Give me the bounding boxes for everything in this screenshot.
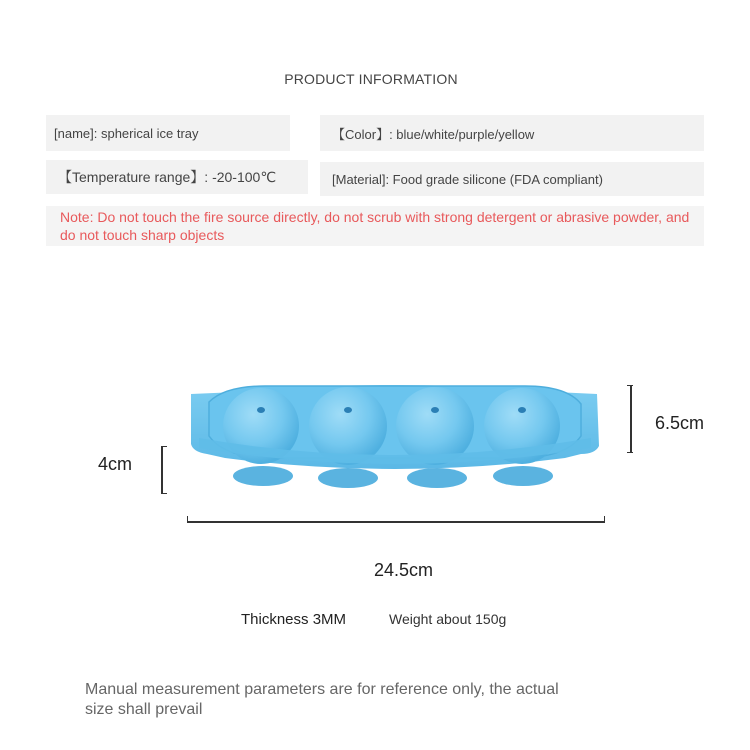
- length-bracket: [187, 521, 605, 523]
- page-title: PRODUCT INFORMATION: [284, 71, 458, 87]
- length-bracket-left: [187, 516, 188, 523]
- tray-feet: [233, 466, 553, 488]
- info-material: [Material]: Food grade silicone (FDA compliant): [320, 162, 704, 196]
- short-height-bracket: [161, 446, 163, 494]
- length-bracket-right: [604, 516, 605, 523]
- thickness-label: Thickness 3MM: [241, 611, 347, 628]
- short-bracket-top: [161, 446, 167, 447]
- disclaimer-text: Manual measurement parameters are for reference only, the actual size shall prevail: [85, 681, 559, 718]
- height-bracket-bottom: [627, 452, 633, 453]
- weight-label: Weight about 150g: [389, 611, 507, 627]
- height-bracket-top: [627, 385, 633, 386]
- height-tall-label: 6.5cm: [655, 413, 705, 433]
- care-note: Note: Do not touch the fire source directly, do not scrub with strong detergent or abrasive powder, and do not touch sharp objects: [46, 206, 704, 246]
- height-bracket: [630, 385, 632, 453]
- info-temperature: 【Temperature range】: -20-100℃: [46, 160, 308, 194]
- length-label: 24.5cm: [374, 560, 434, 580]
- ice-tray-illustration: [185, 376, 605, 488]
- short-bracket-bottom: [161, 493, 167, 494]
- height-short-label: 4cm: [98, 454, 133, 474]
- info-name: [name]: spherical ice tray: [46, 115, 290, 151]
- info-color: 【Color】: blue/white/purple/yellow: [320, 115, 704, 151]
